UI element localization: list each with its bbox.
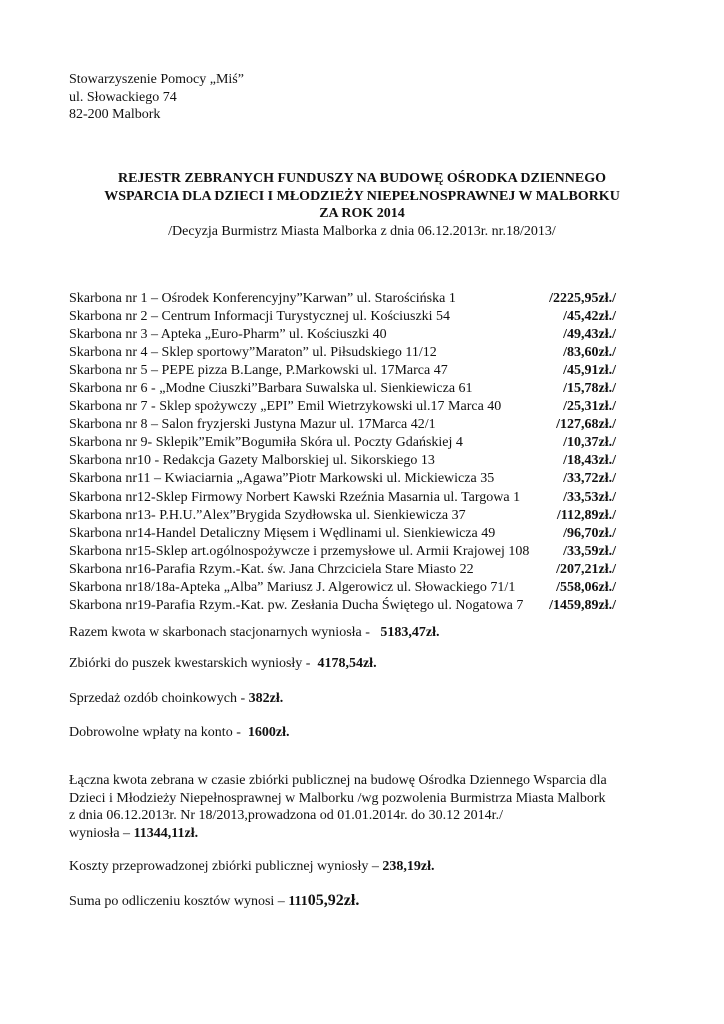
summary-transfers <box>69 724 289 741</box>
address-line-city: 82-200 Malbork <box>69 107 161 122</box>
collection-box-label: Skarbona nr 5 – PEPE pizza B.Lange, P.Markowski ul. 17Marca 47 <box>69 363 448 379</box>
costs-label: Koszty przeprowadzonej zbiórki publicznej wyniosły – <box>69 859 379 874</box>
collection-box-label: Skarbona nr 9- Sklepik”Emik”Bogumiła Skóra ul. Poczty Gdańskiej 4 <box>69 435 463 451</box>
final-label: Suma po odliczeniu kosztów wynosi – <box>69 894 285 909</box>
final-value-suffix: 05,92zł. <box>307 892 360 909</box>
collection-box-amount: /96,70zł./ <box>563 525 616 541</box>
collection-box-row <box>69 344 669 362</box>
collection-box-row <box>69 362 669 380</box>
title-line-3: ZA ROK 2014 <box>319 206 405 221</box>
collection-box-row <box>69 308 669 326</box>
collection-box-amount: /83,60zł./ <box>563 345 616 361</box>
collection-box-row <box>69 326 669 344</box>
summary-boxes-label: Zbiórki do puszek kwestarskich wyniosły - <box>69 656 311 671</box>
final-sum-line <box>69 892 359 910</box>
collection-box-label: Skarbona nr 2 – Centrum Informacji Turystycznej ul. Kościuszki 54 <box>69 309 451 325</box>
costs-line <box>69 858 434 875</box>
collection-box-amount: /112,89zł./ <box>556 507 616 523</box>
collection-box-row <box>69 525 669 543</box>
summary-transfers-value: 1600zł. <box>247 725 290 740</box>
collection-box-amount: /33,59zł./ <box>563 543 616 559</box>
summary-stationary-value: 5183,47zł. <box>380 625 440 640</box>
collection-box-row <box>69 452 669 470</box>
sender-address <box>69 71 244 124</box>
collection-box-row <box>69 507 669 525</box>
collection-box-amount: /10,37zł./ <box>563 435 616 451</box>
summary-transfers-label: Dobrowolne wpłaty na konto - <box>69 725 241 740</box>
summary-ornaments <box>69 690 283 707</box>
collection-box-label: Skarbona nr 3 – Apteka „Euro-Pharm” ul. Kościuszki 40 <box>69 327 387 343</box>
collection-box-amount: /25,31zł./ <box>563 399 616 415</box>
collection-box-amount: /45,42zł./ <box>563 309 616 325</box>
title-line-1: REJESTR ZEBRANYCH FUNDUSZY NA BUDOWĘ OŚRODKA DZIENNEGO <box>117 171 606 186</box>
collection-box-list <box>69 290 669 615</box>
collection-box-row <box>69 290 669 308</box>
collection-box-row <box>69 470 669 488</box>
collection-box-label: Skarbona nr12-Sklep Firmowy Norbert Kawski Rzeźnia Masarnia ul. Targowa 1 <box>69 489 521 505</box>
collection-box-amount: /1459,89zł./ <box>549 597 616 613</box>
collection-box-amount: /45,91zł./ <box>563 363 616 379</box>
address-line-organization: Stowarzyszenie Pomocy „Miś” <box>69 72 244 87</box>
collection-box-amount: /49,43zł./ <box>563 327 616 343</box>
collection-box-row <box>69 543 669 561</box>
summary-stationary-label: Razem kwota w skarbonach stacjonarnych wyniosła - <box>69 625 370 640</box>
summary-ornaments-value: 382zł. <box>248 691 284 706</box>
costs-value: 238,19zł. <box>382 859 435 874</box>
total-line-4 <box>69 825 669 843</box>
decision-reference: /Decyzja Burmistrz Miasta Malborka z dnia 06.12.2013r. nr.18/2013/ <box>168 223 556 239</box>
collection-box-label: Skarbona nr19-Parafia Rzym.-Kat. pw. Zesłania Ducha Świętego ul. Nogatowa 7 <box>69 597 524 613</box>
address-line-street: ul. Słowackiego 74 <box>69 89 177 105</box>
collection-box-row <box>69 416 669 434</box>
total-label: wyniosła – <box>69 825 131 841</box>
total-paragraph <box>69 772 669 842</box>
collection-box-label: Skarbona nr16-Parafia Rzym.-Kat. św. Jana Chrzciciela Stare Miasto 22 <box>69 561 474 577</box>
collection-box-label: Skarbona nr 8 – Salon fryzjerski Justyna Mazur ul. 17Marca 42/1 <box>69 417 436 433</box>
collection-box-label: Skarbona nr18/18a-Apteka „Alba” Mariusz J. Algerowicz ul. Słowackiego 71/1 <box>69 579 516 595</box>
summary-boxes-value: 4178,54zł. <box>317 656 377 671</box>
collection-box-row <box>69 398 669 416</box>
summary-ornaments-label: Sprzedaż ozdób choinkowych - <box>69 691 246 706</box>
collection-box-amount: /33,53zł./ <box>563 489 616 505</box>
total-value: 11344,11zł. <box>133 825 199 841</box>
collection-box-label: Skarbona nr13- P.H.U.”Alex”Brygida Szydłowska ul. Sienkiewicza 37 <box>69 507 466 523</box>
title-line-2: WSPARCIA DLA DZIECI I MŁODZIEŻY NIEPEŁNOSPRAWNEJ W MALBORKU <box>104 188 620 204</box>
collection-box-amount: /18,43zł./ <box>563 453 616 469</box>
collection-box-row <box>69 489 669 507</box>
collection-box-amount: /2225,95zł./ <box>549 291 616 306</box>
total-line-3: z dnia 06.12.2013r. Nr 18/2013,prowadzona od 01.01.2014r. do 30.12 2014r./ <box>69 808 503 823</box>
collection-box-label: Skarbona nr 7 - Sklep spożywczy „EPI” Emil Wietrzykowski ul.17 Marca 40 <box>69 399 502 415</box>
collection-box-amount: /33,72zł./ <box>563 471 616 487</box>
collection-box-row <box>69 380 669 398</box>
collection-box-label: Skarbona nr11 – Kwiaciarnia „Agawa”Piotr Markowski ul. Mickiewicza 35 <box>69 471 495 487</box>
final-value-prefix: 111 <box>288 894 308 909</box>
collection-box-label: Skarbona nr10 - Redakcja Gazety Malborskiej ul. Sikorskiego 13 <box>69 453 435 469</box>
collection-box-label: Skarbona nr 1 – Ośrodek Konferencyjny”Karwan” ul. Starościńska 1 <box>69 291 456 306</box>
collection-box-row <box>69 579 669 597</box>
document-title <box>40 170 684 241</box>
collection-box-row <box>69 434 669 452</box>
collection-box-row <box>69 561 669 579</box>
summary-stationary <box>69 624 440 641</box>
total-line-2: Dzieci i Młodzieży Niepełnosprawnej w Malborku /wg pozwolenia Burmistrza Miasta Malbork <box>69 790 606 806</box>
collection-box-amount: /207,21zł./ <box>556 561 616 577</box>
collection-box-label: Skarbona nr15-Sklep art.ogólnospożywcze i przemysłowe ul. Armii Krajowej 108 <box>69 543 530 559</box>
collection-box-row <box>69 597 669 615</box>
collection-box-amount: /558,06zł./ <box>556 579 616 595</box>
total-line-1: Łączna kwota zebrana w czasie zbiórki publicznej na budowę Ośrodka Dziennego Wsparcia dla <box>69 773 607 788</box>
collection-box-label: Skarbona nr 6 - „Modne Ciuszki”Barbara Suwalska ul. Sienkiewicza 61 <box>69 381 473 397</box>
collection-box-label: Skarbona nr 4 – Sklep sportowy”Maraton” ul. Piłsudskiego 11/12 <box>69 345 437 361</box>
summary-boxes <box>69 655 377 672</box>
collection-box-label: Skarbona nr14-Handel Detaliczny Mięsem i Wędlinami ul. Sienkiewicza 49 <box>69 525 496 541</box>
collection-box-amount: /127,68zł./ <box>556 417 616 433</box>
collection-box-amount: /15,78zł./ <box>563 381 616 397</box>
